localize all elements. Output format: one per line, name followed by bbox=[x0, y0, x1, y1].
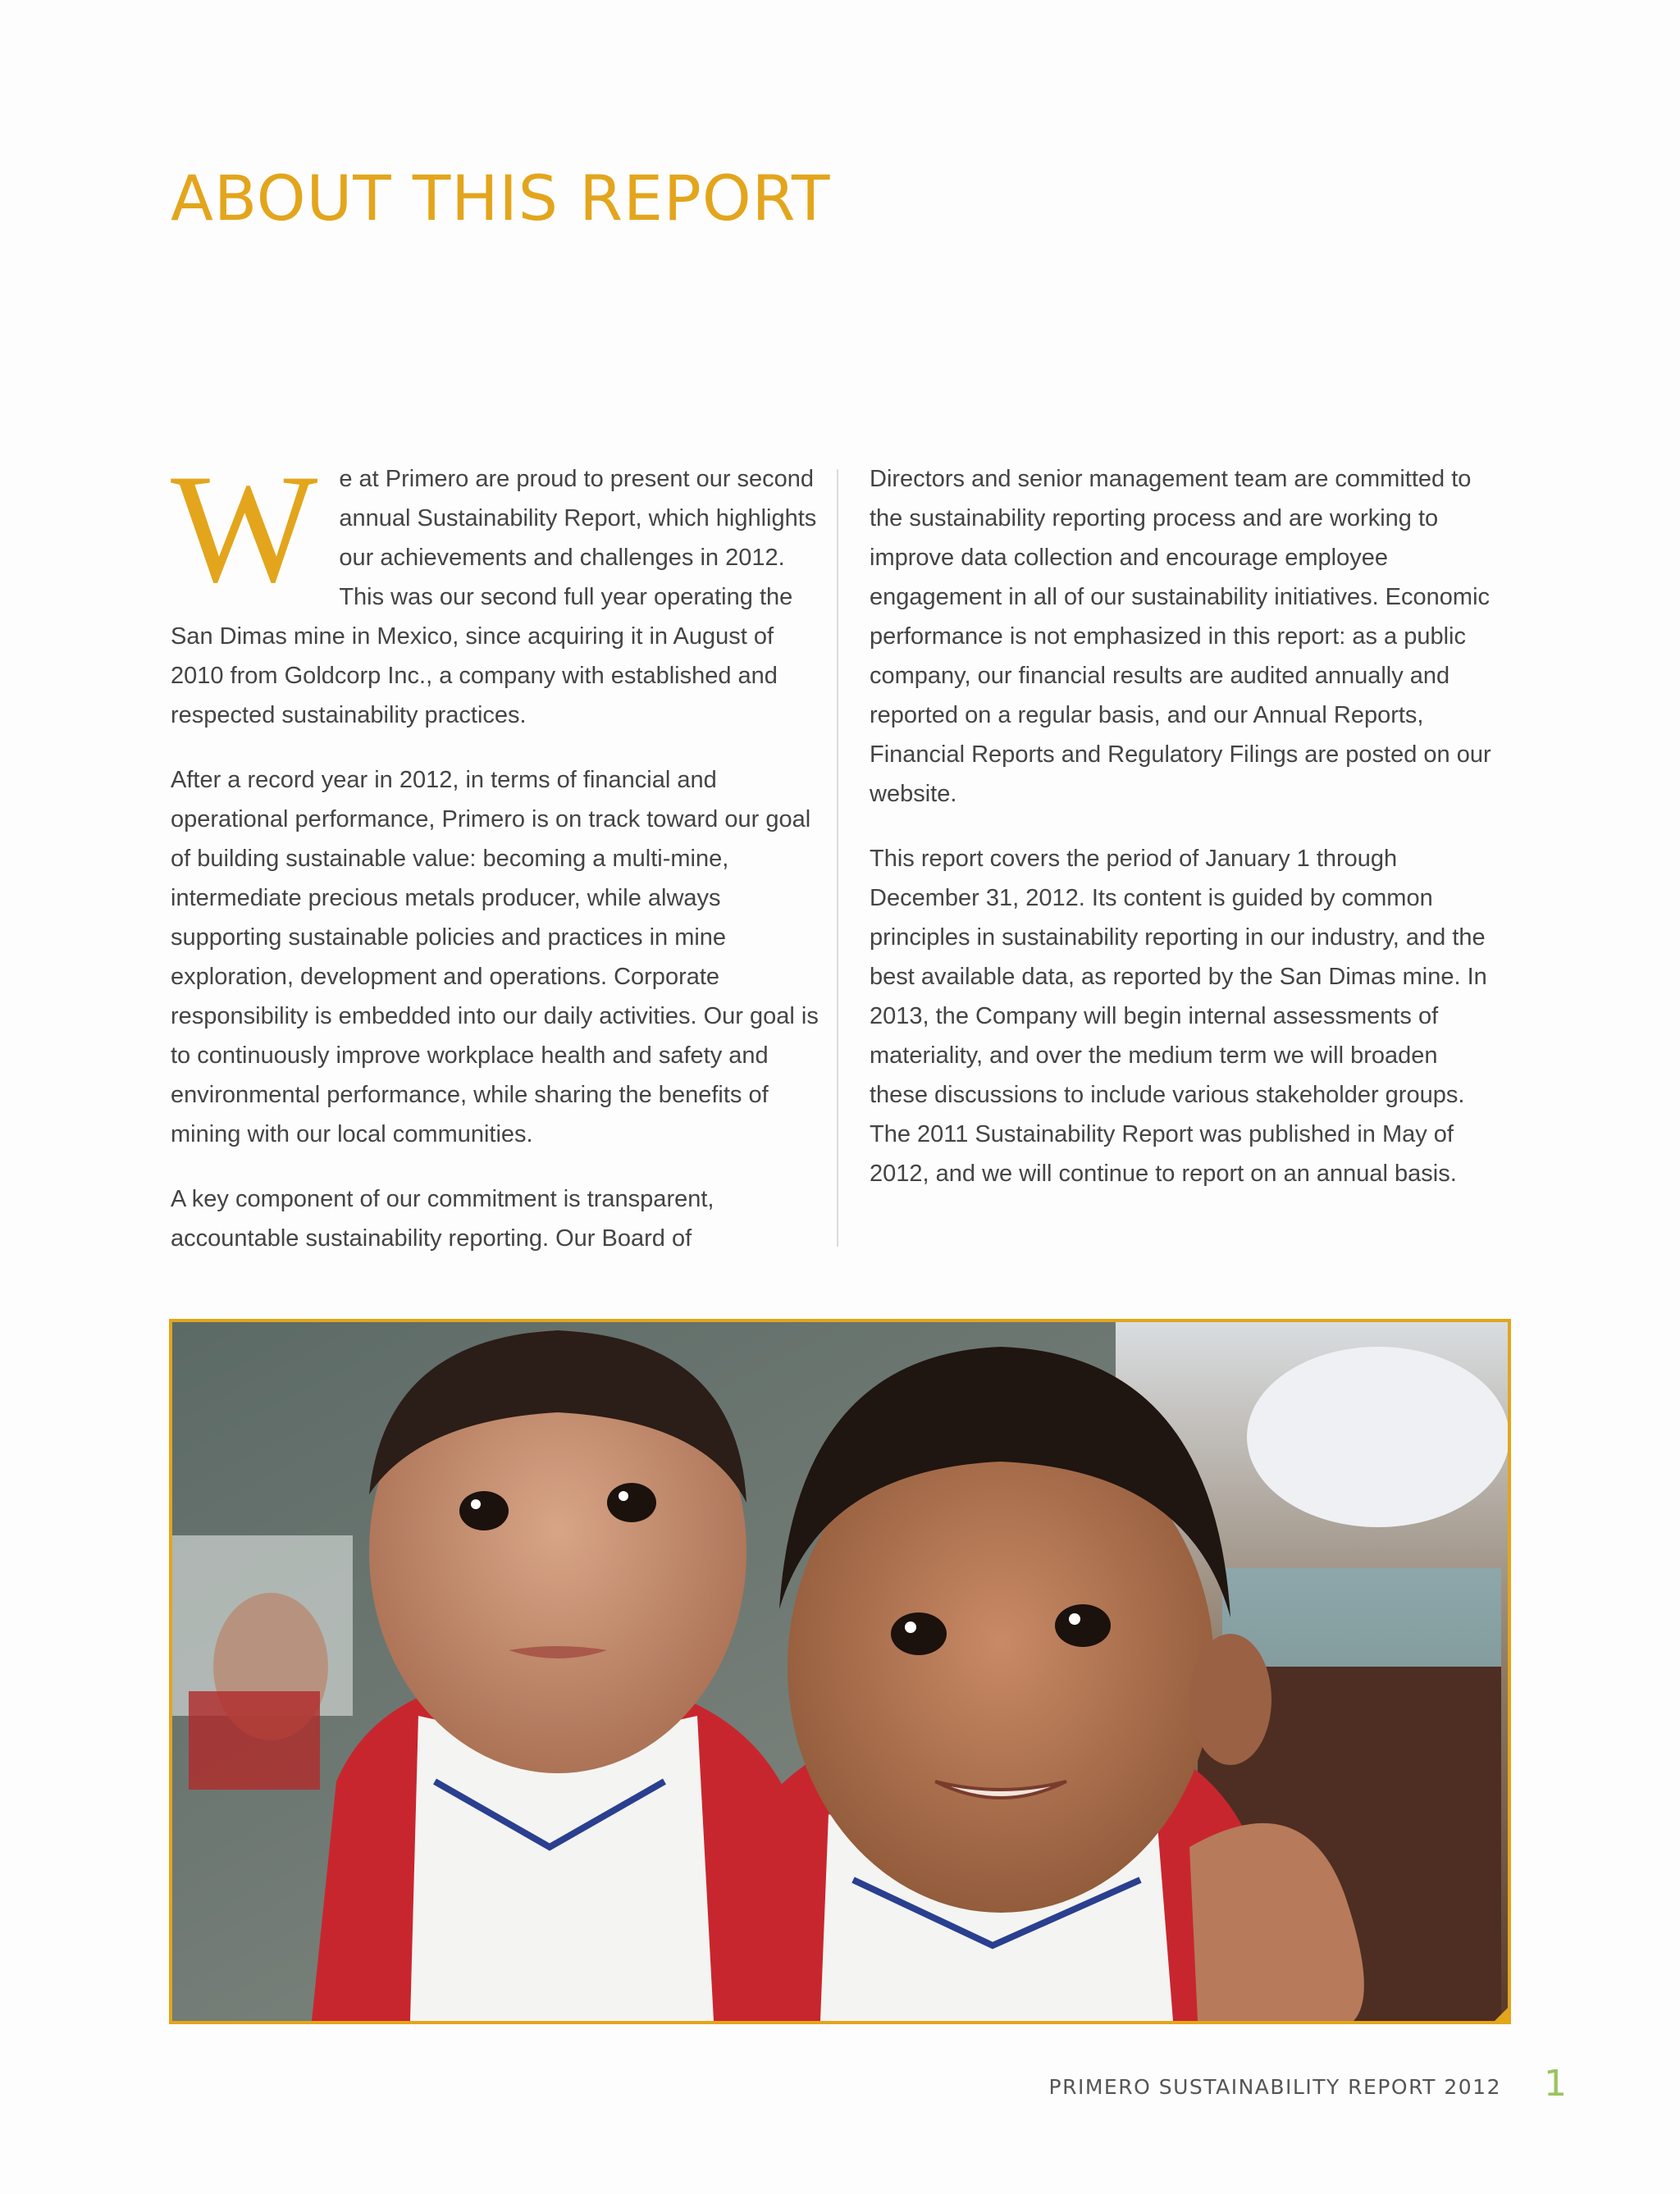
intro-text: e at Primero are proud to present our second annual Sustainability Report, which highlights our achievements and challenges in 2012. This was our second full year operating the San Dimas mine in Mexico, since acquiring it in August of 2010 from Goldcorp Inc., a company with established and respected sustainability practices. bbox=[171, 466, 817, 728]
paragraph-record-year: After a record year in 2012, in terms of financial and operational performance, Primero is on track toward our goal of building sustainable value: becoming a multi-mine, intermediate precious metals producer, while always supporting sustainable policies and practices in mine exploration, development and operations. Corporate responsibility is embedded into our daily activities. Our goal is to continuously improve workplace health and safety and environmental performance, while sharing the benefits of mining with our local communities. bbox=[171, 767, 819, 1147]
paragraph-directors: Directors and senior management team are committed to the sustainability reporting process and are working to improve data collection and encourage employee engagement in all of our sustainability initiatives. Economic performance is not emphasized in this report: as a public company, our financial results are audited annually and reported on a regular basis, and our Annual Reports, Financial Reports and Regulatory Filings are posted on our website. bbox=[870, 466, 1491, 807]
footer-report-name: PRIMERO SUSTAINABILITY REPORT 2012 bbox=[1048, 2075, 1501, 2099]
photo-illustration bbox=[172, 1322, 1508, 2021]
drop-cap: W bbox=[171, 443, 318, 615]
children-photo bbox=[169, 1319, 1511, 2024]
column-divider bbox=[837, 469, 838, 1247]
paragraph-commitment: A key component of our commitment is transparent, accountable sustainability reporting. Our Board of bbox=[171, 1186, 714, 1252]
left-column bbox=[171, 443, 819, 1284]
page-title: ABOUT THIS REPORT bbox=[171, 162, 831, 235]
right-column bbox=[870, 459, 1493, 1219]
intro-paragraph bbox=[171, 443, 819, 735]
paragraph-report-period: This report covers the period of January 1 through December 31, 2012. Its content is guided by common principles in sustainability reporting in our industry, and the best available data, as reported by the San Dimas mine. In 2013, the Company will begin internal assessments of materiality, and over the medium term we will broaden these discussions to include various stakeholder groups. The 2011 Sustainability Report was published in May of 2012, and we will continue to report on an annual basis. bbox=[870, 846, 1487, 1187]
photo-corner-accent bbox=[1493, 2006, 1509, 2023]
page-number: 1 bbox=[1544, 2063, 1567, 2105]
